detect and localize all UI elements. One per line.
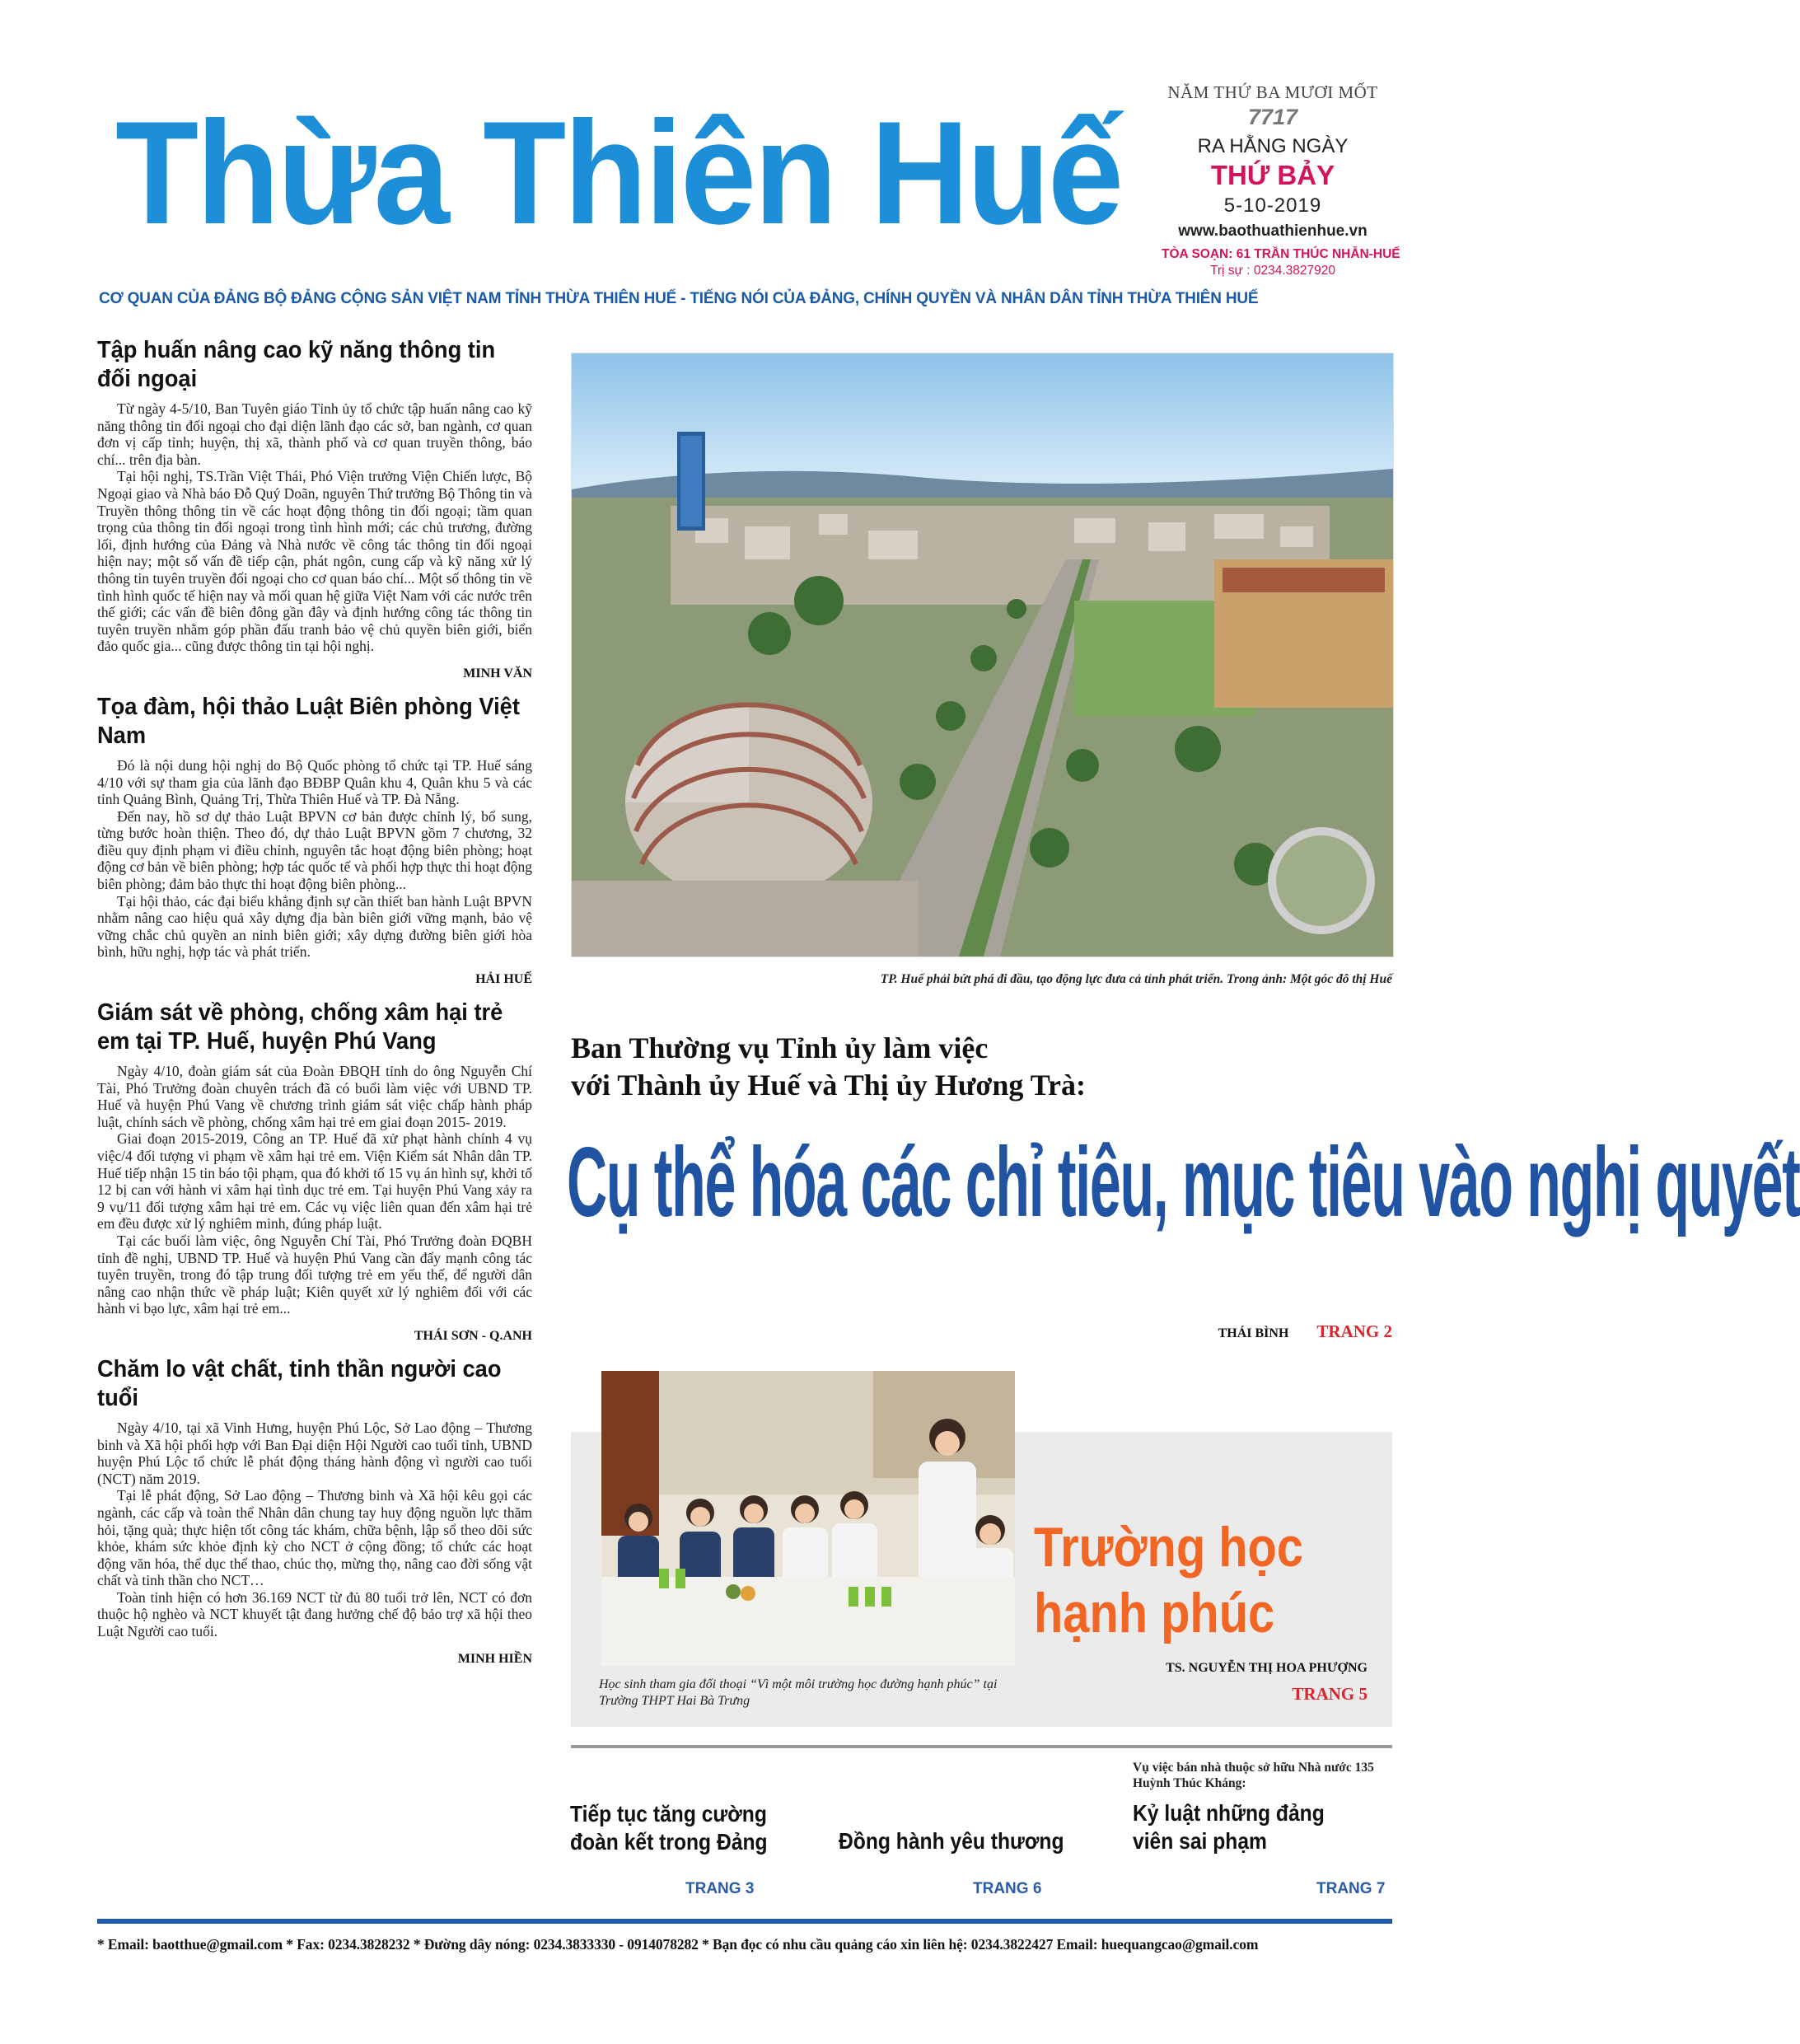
website: www.baothuathienhue.vn <box>1178 222 1368 240</box>
teaser-title: Đồng hành yêu thương <box>839 1828 1064 1854</box>
lead-author: THÁI BÌNH <box>1218 1326 1289 1340</box>
lead-headline: Cụ thể hóa các chỉ tiêu, mục tiêu vào nghị quyết <box>567 1127 1800 1238</box>
article-paragraph: Tại hội nghị, TS.Trần Việt Thái, Phó Viện trưởng Viện Chiến lược, Bộ Ngoại giao và Nhà báo Đỗ Quý Doãn, nguyên Thứ trưởng Bộ Thông tin và Truyền thông thông tin về các hoạt động thông tin đối ngoại; tầm quan trọng của thông tin đối ngoại trong tình hình mới; các chủ trương, đường lối, định hướng của Đảng và Nhà nước về công tác thông tin đối ngoại hiện nay; một số vấn đề tiếp cận, phát ngôn, cung cấp và kỹ năng xử lý thông tin tuyên truyền đối ngoại cho cơ quan báo chí... Một số thông tin về tình hình quốc tế hiện nay và mối quan hệ giữa Việt Nam với các nước trên thế giới; các vấn đề biên đông gần đây và định hướng công tác thông tin tuyên truyền nhằm góp phần đấu tranh bảo vệ chủ quyền biên giới, biển đảo quốc gia... cũng được thông tin tại hội nghị. <box>97 468 532 655</box>
article <box>97 693 532 987</box>
article-paragraph: Tại hội thảo, các đại biểu khẳng định sự cần thiết ban hành Luật BPVN nhằm nâng cao hiệu quả xây dựng địa bàn biên giới vững mạnh, bảo vệ vững chắc chủ quyền an ninh biên giới; xây dựng đường biên giới hòa bình, hữu nghị, hợp tác và phát triển. <box>97 892 532 961</box>
teaser-page-ref: TRANG 7 <box>1316 1880 1386 1897</box>
article-author: THÁI SƠN - Q.ANH <box>414 1328 532 1343</box>
feature-title-line: hạnh phúc <box>1034 1582 1275 1644</box>
office-address: TÒA SOẠN: 61 TRẦN THÚC NHẪN-HUẾ <box>1162 247 1400 261</box>
lead-kicker-line: Ban Thường vụ Tỉnh ủy làm việc <box>571 1031 989 1064</box>
article-author: HẢI HUẾ <box>475 972 532 987</box>
article-paragraph: Ngày 4/10, tại xã Vinh Hưng, huyện Phú Lộc, Sở Lao động – Thương binh và Xã hội phối hợp với Ban Đại diện Hội Người cao tuổi tỉnh, UBND huyện Phú Lộc tổ chức lễ phát động tháng hành động vì người cao tuổi (NCT) năm 2019. <box>97 1419 532 1487</box>
students-photo <box>601 1371 1015 1666</box>
article-paragraph: Đến nay, hồ sơ dự thảo Luật BPVN cơ bản được chỉnh lý, bổ sung, từng bước hoàn thiện. Theo đó, dự thảo Luật BPVN gồm 7 chương, 32 điều quy định phạm vi điều chỉnh, nguyên tắc hoạt động biên phòng; hoạt động cơ bản về biên phòng; hợp tác quốc tế và phối hợp thực thi hoạt động biên phòng; đảm bảo thực thi hoạt động biên phòng... <box>97 807 532 893</box>
article-paragraph: Từ ngày 4-5/10, Ban Tuyên giáo Tỉnh ủy tổ chức tập huấn nâng cao kỹ năng thông tin đối ngoại cho đại diện lãnh đạo các sở, ban ngành, cơ quan đơn vị cấp tỉnh; huyện, thị xã, thành phố và cơ quan truyền thông, báo chí... trên địa bàn. <box>97 400 532 468</box>
article-title: Chăm lo vật chất, tinh thần người cao tuổi <box>97 1355 502 1411</box>
article-paragraph: Tại lễ phát động, Sở Lao động – Thương binh và Xã hội kêu gọi các ngành, các cấp và toàn thể Nhân dân chung tay huy động nguồn lực thăm hỏi, tặng quà; thực hiện tốt công tác khám, chữa bệnh, lập sổ theo dõi sức khỏe, khám sức khỏe định kỳ cho NCT ở cộng đồng; tổ chức các hoạt động văn hóa, thể dục thể thao, chúc thọ, mừng thọ, nâng cao đời sống vật chất và tinh thần cho NCT… <box>97 1487 532 1589</box>
article-paragraph: Tại các buổi làm việc, ông Nguyễn Chí Tài, Phó Trưởng đoàn ĐQBH tỉnh đề nghị, UBND TP. Huế và huyện Phú Vang cần đẩy mạnh công tác tuyên truyền, trong đó tập trung đối tượng trẻ em yếu thế, để người dân nâng cao nhận thức về pháp luật; Kiên quyết xử lý nghiêm đối với các hành vi bạo lực, xâm hại trẻ em... <box>97 1232 532 1317</box>
frequency: RA HẰNG NGÀY <box>1197 135 1349 157</box>
masthead-tagline: CƠ QUAN CỦA ĐẢNG BỘ ĐẢNG CỘNG SẢN VIỆT NAM TỈNH THỪA THIÊN HUẾ - TIẾNG NÓI CỦA ĐẢNG, CHÍNH QUYỀN VÀ NHÂN DÂN TỈNH THỪA THIÊN HUẾ <box>99 290 1259 307</box>
teaser-page-ref: TRANG 3 <box>685 1880 755 1897</box>
lead-photo-caption: TP. Huế phải bứt phá đi đầu, tạo động lực đưa cả tỉnh phát triển. Trong ảnh: Một góc đô thị Huế <box>880 972 1392 986</box>
lead-byline <box>1112 1321 1392 1342</box>
article <box>97 1355 532 1667</box>
lead-kicker-line: với Thành ủy Huế và Thị ủy Hương Trà: <box>571 1069 1087 1102</box>
issue-info <box>1162 82 1400 278</box>
article-title: Tập huấn nâng cao kỹ năng thông tin đối ngoại <box>97 337 496 392</box>
article-title: Giám sát về phòng, chống xâm hại trẻ em tại TP. Huế, huyện Phú Vang <box>97 999 503 1055</box>
city-aerial-photo <box>571 353 1394 957</box>
feature-title-line: Trường học <box>1034 1516 1303 1579</box>
teaser-title: Kỷ luật những đảng viên sai phạm <box>1133 1800 1325 1854</box>
article <box>97 336 532 681</box>
feature-photo-caption: Học sinh tham gia đối thoại “Vì một môi trường học đường hạnh phúc” tại Trường THPT Hai Bà Trưng <box>599 1677 998 1708</box>
article-paragraph: Đó là nội dung hội nghị do Bộ Quốc phòng tổ chức tại TP. Huế sáng 4/10 với sự tham gia của lãnh đạo BĐBP Quân khu 4, Quân khu 5 và các tỉnh Quảng Bình, Quảng Trị, Thừa Thiên Huế và TP. Đà Nẵng. <box>97 756 532 808</box>
article-author: MINH VĂN <box>463 666 532 681</box>
article-author: MINH HIỀN <box>457 1651 532 1666</box>
teaser-title: Tiếp tục tăng cường đoàn kết trong Đảng <box>570 1801 768 1855</box>
weekday: THỨ BẢY <box>1210 160 1335 190</box>
lead-page-ref: TRANG 2 <box>1316 1321 1392 1341</box>
office-phone: Trị sự : 0234.3827920 <box>1210 264 1335 278</box>
divider <box>571 1745 1392 1748</box>
lead-kicker <box>571 1030 1395 1104</box>
article-paragraph: Ngày 4/10, đoàn giám sát của Đoàn ĐBQH tỉnh do ông Nguyễn Chí Tài, Phó Trưởng đoàn chuyên trách đã có buổi làm việc với UBND TP. Huế và huyện Phú Vang về chương trình giám sát việc chấp hành pháp luật, chính sách về phòng, chống xâm hại trẻ em giai đoạn 2015- 2019. <box>97 1063 532 1130</box>
feature-author: TS. NGUYỄN THỊ HOA PHƯỢNG <box>1166 1661 1368 1675</box>
feature-title <box>1034 1514 1328 1646</box>
article-title: Tọa đàm, hội thảo Luật Biên phòng Việt Nam <box>97 693 520 749</box>
footer-rule <box>97 1919 1392 1924</box>
teaser-kicker: Vụ việc bán nhà thuộc sở hữu Nhà nước 135 Huỳnh Thúc Kháng: <box>1133 1761 1374 1790</box>
footer-contacts: * Email: baotthue@gmail.com * Fax: 0234.3828232 * Đường dây nóng: 0234.3833330 - 0914078282 * Bạn đọc có nhu cầu quảng cáo xin liên hệ: 0234.3822427 Email: huequangcao@gmail.com <box>97 1936 1259 1953</box>
teaser-page-ref: TRANG 6 <box>973 1880 1042 1897</box>
issue-date: 5-10-2019 <box>1223 194 1322 217</box>
publication-year: NĂM THỨ BA MƯƠI MỐT <box>1167 82 1378 102</box>
masthead-title: Thừa Thiên Huế <box>115 91 1122 255</box>
article-paragraph: Giai đoạn 2015-2019, Công an TP. Huế đã xử phạt hành chính 4 vụ việc/4 đối tượng vi phạm về xâm hại trẻ em. Viện Kiểm sát Nhân dân TP. Huế tiếp nhận 15 tin báo tội phạm, qua đó khởi tố 15 vụ án hình sự, khởi tố 12 bị can với hành vi xâm hại tình dục trẻ em. Tại huyện Phú Vang xảy ra 9 vụ/11 đối tượng xâm hại trẻ em. Các vụ việc liên quan đến xâm hại trẻ em đều được xử lý nghiêm minh, đúng pháp luật. <box>97 1130 532 1232</box>
left-column <box>97 336 532 1678</box>
issue-number: 7717 <box>1247 105 1298 129</box>
feature-page-ref: TRANG 5 <box>1292 1684 1368 1704</box>
article-paragraph: Toàn tỉnh hiện có hơn 36.169 NCT từ đủ 80 tuổi trở lên, NCT có đơn thuộc hộ nghèo và NCT khuyết tật đang hưởng chế độ bảo trợ xã hội theo Luật Người cao tuổi. <box>97 1588 532 1640</box>
article <box>97 999 532 1344</box>
